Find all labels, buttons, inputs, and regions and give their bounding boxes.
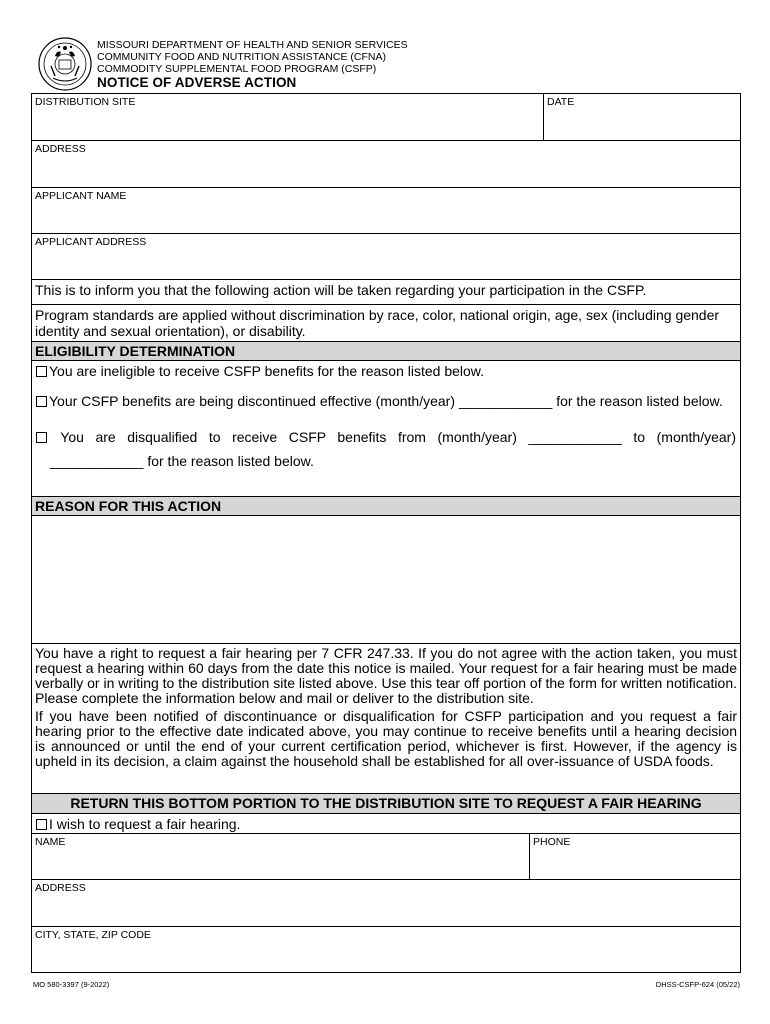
applicant-name-label: APPLICANT NAME [35,190,127,202]
name-phone-row [32,834,740,880]
phone-label: PHONE [533,836,571,848]
distribution-site-label: DISTRIBUTION SITE [35,96,136,108]
hearing-info-paragraph-1: You have a right to request a fair hearing per 7 CFR 247.33. If you do not agree with the action taken, you must request a hearing within 60 days from the date this notice is mailed. Your request for a fair hearing must be made verbally or in writing to the distribution site listed above. Use this tear off portion of the form for written notification. Please complete the information below and mail or deliver to the distribution site. [35,645,737,706]
return-address-label: ADDRESS [35,882,86,894]
date-field[interactable] [543,94,740,140]
form-number-left: MO 580-3397 (9-2022) [33,980,110,989]
request-hearing-row[interactable] [32,814,740,834]
city-state-zip-label: CITY, STATE, ZIP CODE [35,929,151,941]
hearing-info-paragraph-2: If you have been notified of discontinuance or disqualification for CSFP participation and you request a fair hearing prior to the effective date indicated above, you may continue to receive benefits until a hearing decision is announced or until the end of your current certification period, whichever is first. However, if the agency is upheld in its decision, a claim against the household shall be established for all over-issuance of USDA foods. [35,708,737,769]
distribution-site-field[interactable] [32,94,543,140]
disqualified-text-line2: ____________ for the reason listed below. [50,453,314,469]
form-header [37,36,747,94]
agency-line: MISSOURI DEPARTMENT OF HEALTH AND SENIOR SERVICES [97,39,408,51]
name-label: NAME [35,836,66,848]
ineligible-checkbox[interactable] [36,366,47,377]
reason-heading: REASON FOR THIS ACTION [32,497,740,516]
agency-heading [97,39,408,75]
nondiscrimination-statement: Program standards are applied without discrimination by race, color, national origin, age, sex (including gender identity and sexual orientation), or disability. [35,307,720,339]
form-title: NOTICE OF ADVERSE ACTION [97,75,297,90]
request-hearing-option[interactable] [32,814,740,832]
address-label: ADDRESS [35,143,86,155]
site-date-row [32,94,740,141]
notice-form [31,93,741,973]
discontinued-option[interactable] [32,393,740,409]
request-hearing-checkbox[interactable] [36,819,47,830]
ineligible-text: You are ineligible to receive CSFP benefits for the reason listed below. [49,363,485,379]
form-number-right: DHSS-CSFP-624 (05/22) [655,980,740,989]
applicant-name-field[interactable] [32,188,740,234]
hearing-info-row [32,644,740,794]
inform-statement-row [32,280,740,305]
disqualified-checkbox[interactable] [36,432,47,443]
disqualified-option[interactable] [32,429,740,445]
nondiscrimination-row [32,305,740,342]
ineligible-option[interactable] [32,363,740,379]
name-field[interactable] [32,834,529,879]
eligibility-section [32,342,740,497]
agency-line: COMMUNITY FOOD AND NUTRITION ASSISTANCE (CFNA) [97,51,386,63]
phone-field[interactable] [529,834,740,879]
disqualified-text-line1: You are disqualified to receive CSFP benefits from (month/year) ____________ to (month/year) [60,429,736,445]
eligibility-heading: ELIGIBILITY DETERMINATION [32,342,740,361]
return-heading: RETURN THIS BOTTOM PORTION TO THE DISTRIBUTION SITE TO REQUEST A FAIR HEARING [32,794,740,813]
applicant-address-label: APPLICANT ADDRESS [35,236,147,248]
return-heading-row [32,794,740,814]
inform-statement: This is to inform you that the following action will be taken regarding your participation in the CSFP. [35,282,647,298]
address-field[interactable] [32,141,740,188]
request-hearing-text: I wish to request a fair hearing. [49,816,241,832]
discontinued-text: Your CSFP benefits are being discontinued effective (month/year) ____________ for the reason listed below. [49,393,723,409]
return-address-field[interactable] [32,880,740,927]
city-state-zip-field[interactable] [32,927,740,972]
state-seal-icon [37,36,93,92]
applicant-address-field[interactable] [32,234,740,280]
discontinued-checkbox[interactable] [36,396,47,407]
reason-text-area[interactable] [32,516,740,642]
agency-line: COMMODITY SUPPLEMENTAL FOOD PROGRAM (CSFP) [97,63,377,75]
date-label: DATE [547,96,575,108]
reason-section [32,497,740,644]
